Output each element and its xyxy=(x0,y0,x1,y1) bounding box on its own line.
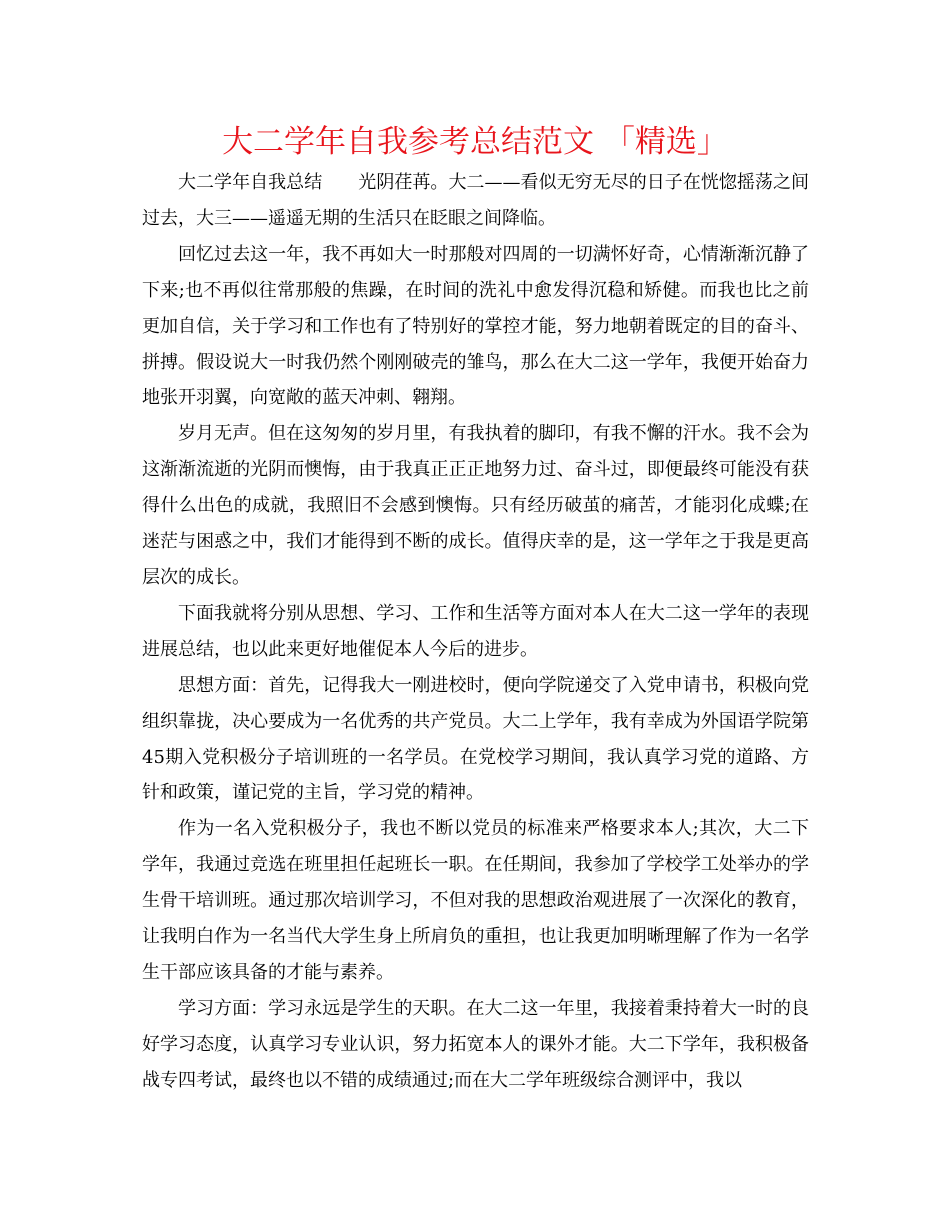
document-title: 大二学年自我参考总结范文 「精选」 xyxy=(222,124,728,160)
document-body xyxy=(142,165,809,1099)
paragraph: 下面我就将分别从思想、学习、工作和生活等方面对本人在大二这一学年的表现进展总结，也以此来更好地催促本人今后的进步。 xyxy=(142,602,809,660)
paragraph: 作为一名入党积极分子，我也不断以党员的标准来严格要求本人;其次，大二下学年，我通过竞选在班里担任起班长一职。在任期间，我参加了学校学工处举办的学生骨干培训班。通过那次培训学习，不但对我的思想政治观进展了一次深化的教育，让我明白作为一名当代大学生身上所肩负的重担，也让我更加明晰理解了作为一名学生干部应该具备的才能与素养。 xyxy=(142,818,809,983)
paragraph: 大二学年自我总结 光阴荏苒。大二——看似无穷无尽的日子在恍惚摇荡之间过去，大三——遥遥无期的生活只在眨眼之间降临。 xyxy=(142,172,809,229)
paragraph: 岁月无声。但在这匆匆的岁月里，有我执着的脚印，有我不懈的汗水。我不会为这渐渐流逝的光阴而懊悔，由于我真正正正地努力过、奋斗过，即便最终可能没有获得什么出色的成就，我照旧不会感到懊悔。只有经历破茧的痛苦，才能羽化成蝶;在迷茫与困惑之中，我们才能得到不断的成长。值得庆幸的是，这一学年之于我是更高层次的成长。 xyxy=(142,423,809,588)
paragraph: 思想方面：首先，记得我大一刚进校时，便向学院递交了入党申请书，积极向党组织靠拢，决心要成为一名优秀的共产党员。大二上学年，我有幸成为外国语学院第45期入党积极分子培训班的一名学员。在党校学习期间，我认真学习党的道路、方针和政策，谨记党的主旨，学习党的精神。 xyxy=(142,674,809,804)
paragraph: 学习方面：学习永远是学生的天职。在大二这一年里，我接着秉持着大一时的良好学习态度，认真学习专业认识，努力拓宽本人的课外才能。大二下学年，我积极备战专四考试，最终也以不错的成绩通过;而在大二学年班级综合测评中，我以 xyxy=(142,997,809,1091)
paragraph: 回忆过去这一年，我不再如大一时那般对四周的一切满怀好奇，心情渐渐沉静了下来;也不再似往常那般的焦躁，在时间的洗礼中愈发得沉稳和矫健。而我也比之前更加自信，关于学习和工作也有了特别好的掌控才能，努力地朝着既定的目的奋斗、拼搏。假设说大一时我仍然个刚刚破壳的雏鸟，那么在大二这一学年，我便开始奋力地张开羽翼，向宽敞的蓝天冲刺、翱翔。 xyxy=(142,243,809,409)
